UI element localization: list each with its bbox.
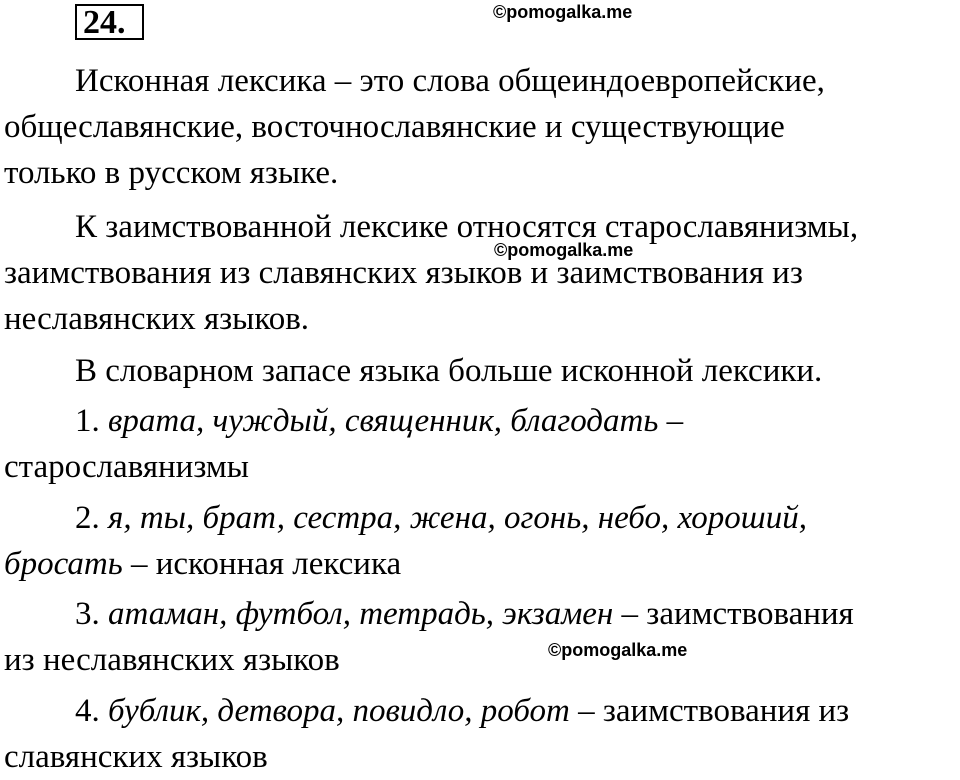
text-line [4, 541, 807, 587]
text-line: только в русском языке. [4, 155, 339, 191]
item-words: бублик, детвора, повидло, робот [108, 693, 570, 729]
paragraph-conclusion [4, 348, 822, 394]
list-item [4, 495, 807, 587]
item-category: – [658, 403, 684, 439]
text-line [4, 495, 807, 541]
list-item [4, 398, 683, 490]
text-line [4, 688, 849, 734]
item-words: врата, чуждый, священник, благодать [108, 403, 659, 439]
item-category: – заимствования [613, 596, 854, 632]
item-number: 3. [75, 596, 100, 632]
watermark: ©pomogalka.me [494, 240, 634, 260]
task-number: 24. [83, 4, 126, 41]
item-number: 2. [75, 500, 100, 536]
item-category: – заимствования из [569, 693, 850, 729]
list-item [4, 688, 849, 780]
item-category: славянских языков [4, 739, 268, 775]
item-category: – исконная лексика [122, 546, 402, 582]
item-number: 1. [75, 403, 100, 439]
text-line: В словарном запасе языка больше исконной лексики. [75, 353, 823, 389]
text-line: Исконная лексика – это слова общеиндоевропейские, [75, 63, 825, 99]
text-line [4, 591, 854, 637]
item-category: старославянизмы [4, 449, 249, 485]
task-number-box [75, 4, 144, 40]
item-number: 4. [75, 693, 100, 729]
watermark: ©pomogalka.me [548, 640, 688, 660]
text-line: неславянских языков. [4, 301, 310, 337]
item-words: атаман, футбол, тетрадь, экзамен [108, 596, 614, 632]
item-category: из неславянских языков [4, 642, 340, 678]
item-words: я, ты, брат, сестра, жена, огонь, небо, хороший, [108, 500, 807, 536]
text-line: заимствования из славянских языков и заимствования из [4, 255, 803, 291]
item-words: бросать [4, 546, 123, 582]
list-item [4, 591, 854, 683]
paragraph-borrowed-vocabulary [4, 204, 858, 342]
paragraph-native-vocabulary [4, 58, 825, 196]
text-line: общеславянские, восточнославянские и существующие [4, 109, 785, 145]
text-line [4, 398, 683, 444]
watermark: ©pomogalka.me [493, 2, 633, 22]
text-line: К заимствованной лексике относятся старославянизмы, [75, 209, 859, 245]
